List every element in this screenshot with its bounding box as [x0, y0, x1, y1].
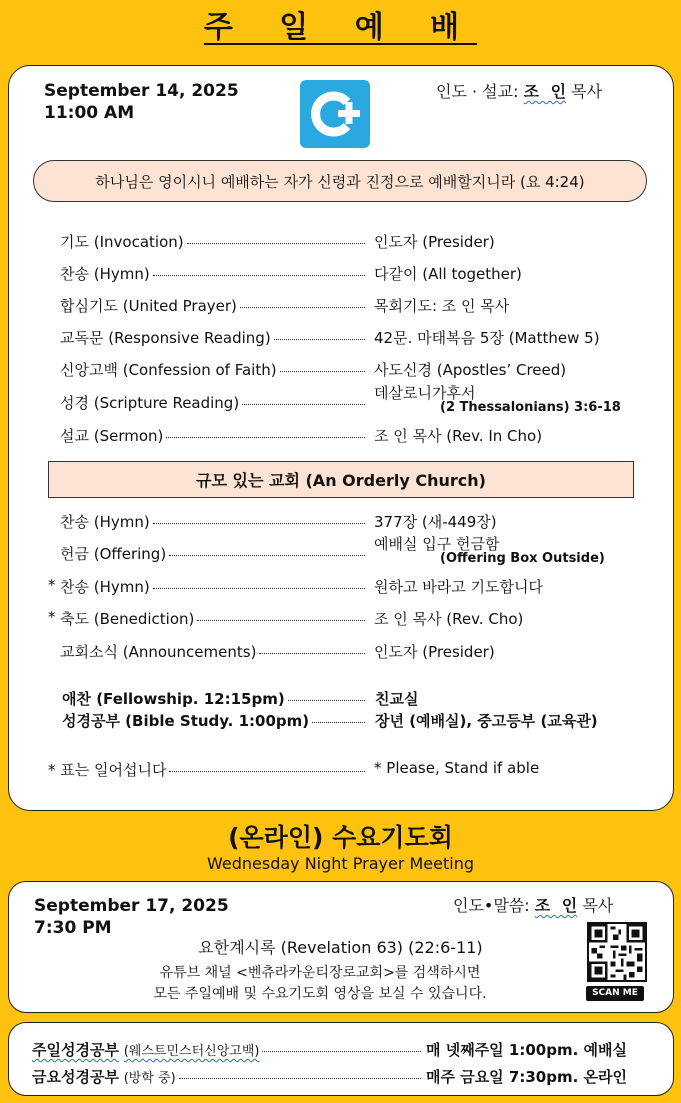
- order-item-detail: 42문. 마태복음 5장 (Matthew 5): [374, 329, 600, 347]
- wednesday-date: September 17, 2025: [34, 896, 229, 916]
- order-item-detail: 조 인 목사 (Rev. Cho): [374, 610, 524, 628]
- service-time: 11:00 AM: [44, 103, 135, 123]
- order-item: [60, 576, 368, 597]
- order-item: [60, 543, 368, 564]
- stand-marker: *: [48, 576, 56, 594]
- theme-verse: 하나님은 영이시니 예배하는 자가 신령과 진정으로 예배할지니라 (요 4:24): [33, 160, 647, 202]
- wednesday-scripture: 요한계시록 (Revelation 63) (22:6-11): [198, 938, 483, 957]
- church-logo-icon: [300, 80, 370, 148]
- sermon-title: 규모 있는 교회 (An Orderly Church): [48, 461, 634, 498]
- order-item-label: 찬송 (Hymn): [60, 578, 150, 596]
- order-item-label: 성경 (Scripture Reading): [60, 394, 240, 412]
- order-item-label: 헌금 (Offering): [60, 545, 167, 563]
- youtube-note-1: 유튜브 채널 <벤츄라카운티장로교회>를 검색하시면: [159, 965, 481, 981]
- stand-marker: *: [48, 608, 56, 626]
- order-item-detail: 목회기도: 조 인 목사: [374, 297, 510, 315]
- order-item-label: 설교 (Sermon): [60, 427, 164, 445]
- order-item-detail-en: (2 Thessalonians) 3:6-18: [440, 400, 621, 415]
- order-item: [60, 641, 368, 662]
- sunday-bible-study-time: 매 넷째주일 1:00pm. 예배실: [426, 1041, 627, 1059]
- page-title: 주 일 예 배: [203, 10, 478, 45]
- order-item-label: 교회소식 (Announcements): [60, 643, 257, 661]
- order-item-label: 합심기도 (United Prayer): [60, 297, 237, 315]
- order-item-detail: 예배실 입구 헌금함: [374, 535, 500, 553]
- order-item: [60, 263, 368, 284]
- order-item-label: 찬송 (Hymn): [60, 513, 150, 531]
- friday-bible-study: 금요성경공부 (방학 중): [32, 1066, 424, 1087]
- stand-note-ko: * 표는 일어섭니다: [48, 759, 368, 780]
- scan-me-label: SCAN ME: [586, 986, 644, 1001]
- order-item-label: 축도 (Benediction): [60, 610, 195, 628]
- order-item: [60, 327, 368, 348]
- wednesday-time: 7:30 PM: [34, 918, 112, 938]
- wednesday-leader: 인도•말씀: 조 인 목사: [453, 896, 614, 915]
- wednesday-subtitle: Wednesday Night Prayer Meeting: [206, 854, 475, 873]
- order-item: [60, 608, 368, 629]
- service-date: September 14, 2025: [44, 81, 239, 101]
- order-item-detail: 377장 (새-449장): [374, 513, 497, 531]
- service-leader: 인도 · 설교: 조 인 목사: [436, 82, 603, 101]
- bible-study-row: 성경공부 (Bible Study. 1:00pm): [62, 710, 368, 731]
- order-item: [60, 231, 368, 252]
- order-item: [60, 511, 368, 532]
- order-item-label: 신앙고백 (Confession of Faith): [60, 361, 277, 379]
- order-item: [60, 392, 368, 413]
- bible-study-location: 장년 (예배실), 중고등부 (교육관): [375, 712, 598, 730]
- order-item: [60, 425, 368, 446]
- order-item: [60, 295, 368, 316]
- order-item-label: 기도 (Invocation): [60, 233, 184, 251]
- order-item-detail: 인도자 (Presider): [374, 643, 495, 661]
- qr-code-icon[interactable]: [587, 922, 647, 982]
- order-item-detail: 원하고 바라고 기도합니다: [374, 578, 543, 596]
- order-item-detail: 데살로니가후서: [374, 384, 476, 402]
- order-item: [60, 359, 368, 380]
- order-item-detail: 사도신경 (Apostles’ Creed): [374, 361, 567, 379]
- stand-note-en: * Please, Stand if able: [374, 759, 540, 777]
- order-item-detail: 조 인 목사 (Rev. In Cho): [374, 427, 543, 445]
- order-item-label: 교독문 (Responsive Reading): [60, 329, 271, 347]
- wednesday-title: (온라인) 수요기도회: [228, 823, 453, 852]
- order-item-detail-en: (Offering Box Outside): [440, 551, 605, 566]
- friday-bible-study-time: 매주 금요일 7:30pm. 온라인: [426, 1068, 627, 1086]
- order-item-label: 찬송 (Hymn): [60, 265, 150, 283]
- order-item-detail: 다같이 (All together): [374, 265, 522, 283]
- youtube-note-2: 모든 주일예배 및 수요기도회 영상을 보실 수 있습니다.: [153, 986, 487, 1002]
- sunday-bible-study: 주일성경공부 (웨스트민스터신앙고백): [32, 1039, 424, 1060]
- fellowship-row: 애찬 (Fellowship. 12:15pm): [62, 688, 368, 709]
- fellowship-location: 친교실: [375, 690, 419, 708]
- order-item-detail: 인도자 (Presider): [374, 233, 495, 251]
